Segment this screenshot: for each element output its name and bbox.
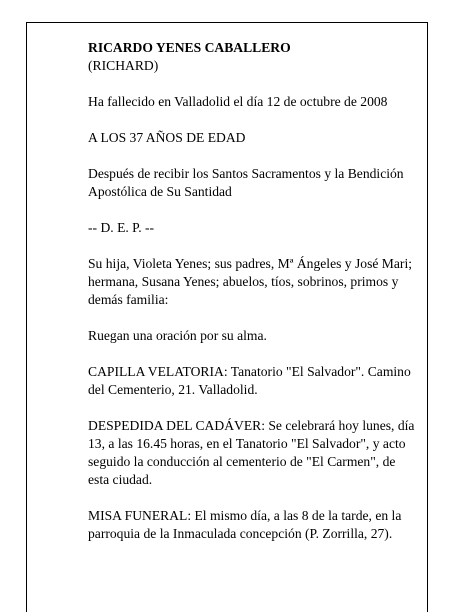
sacraments-line: Después de recibir los Santos Sacramentos y la Bendición Apostólica de Su Santidad bbox=[88, 166, 404, 199]
obituary-notice bbox=[88, 39, 418, 561]
death-announcement: Ha fallecido en Valladolid el día 12 de octubre de 2008 bbox=[88, 94, 388, 109]
funeral-mass-info: MISA FUNERAL: El mismo día, a las 8 de la tarde, en la parroquia de la Inmaculada concepción (P. Zorrilla, 27). bbox=[88, 508, 402, 541]
age-line: A LOS 37 AÑOS DE EDAD bbox=[88, 130, 246, 145]
farewell-info: DESPEDIDA DEL CADÁVER: Se celebrará hoy lunes, día 13, a las 16.45 horas, en el Tanatorio "El Salvador", y acto seguido la conducción al cementerio de "El Carmen", de esta ciudad. bbox=[88, 418, 415, 487]
wake-chapel-info: CAPILLA VELATORIA: Tanatorio "El Salvador". Camino del Cementerio, 21. Valladolid. bbox=[88, 364, 411, 397]
family-list: Su hija, Violeta Yenes; sus padres, Mª Ángeles y José Mari; hermana, Susana Yenes; abuelos, tíos, sobrinos, primos y demás familia: bbox=[88, 256, 412, 307]
deceased-name-block bbox=[88, 39, 418, 75]
prayer-request: Ruegan una oración por su alma. bbox=[88, 328, 267, 343]
rest-in-peace-line: -- D. E. P. -- bbox=[88, 220, 155, 235]
deceased-name: RICARDO YENES CABALLERO bbox=[88, 40, 291, 55]
deceased-nickname: (RICHARD) bbox=[88, 58, 159, 73]
